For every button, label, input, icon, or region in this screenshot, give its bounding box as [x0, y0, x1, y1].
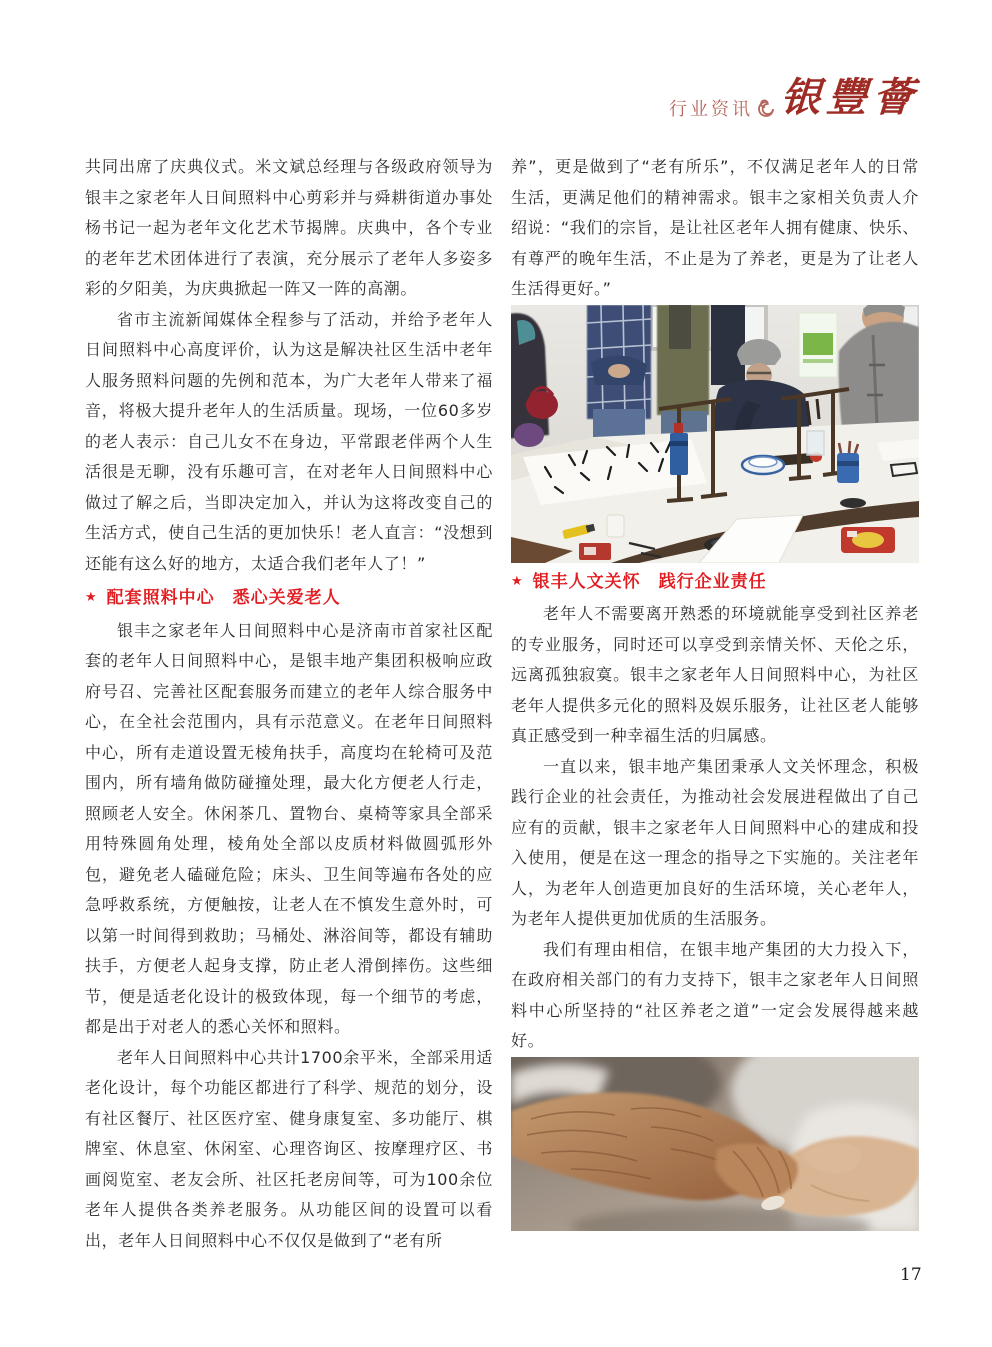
paragraph: 省市主流新闻媒体全程参与了活动，并给予老年人日间照料中心高度评价，认为这是解决社区生活中老年人服务照料问题的先例和范本，为广大老年人带来了福音，将极大提升老年人的生活质量。现场，一位60多岁的老人表示：自己儿女不在身边，平常跟老伴两个人生活很是无聊，没有乐趣可言，在对老年人日间照料中心做过了解之后，当即决定加入，并认为这将改变自己的生活方式，使自己生活的更加快乐！老人直言：“没想到还能有这么好的地方，太适合我们老年人了！” [85, 309, 493, 573]
section-heading-humanistic-care [511, 567, 919, 598]
paragraph: 老年人不需要离开熟悉的环境就能享受到社区养老的专业服务，同时还可以享受到亲情关怀、天伦之乐，远离孤独寂寞。银丰之家老年人日间照料中心，为社区老年人提供多元化的照料及娱乐服务，让社区老人能够真正感受到一种幸福生活的归属感。 [511, 604, 919, 745]
section-heading-text: 银丰人文关怀 践行企业责任 [532, 571, 767, 592]
section-heading-care-center [85, 583, 493, 614]
section-label: 行业资讯 [669, 99, 753, 120]
section-heading-text: 配套照料中心 悉心关爱老人 [106, 588, 341, 608]
paragraph: 一直以来，银丰地产集团秉承人文关怀理念，积极践行企业的社会责任，为推动社会发展进程做出了自己应有的贡献，银丰之家老年人日间照料中心的建成和投入使用，便是在这一理念的指导之下实施的。关注老年人，为老年人创造更加良好的生活环境，关心老年人，为老年人提供更加优质的生活服务。 [511, 756, 919, 928]
paragraph: 养”，更是做到了“老有所乐”，不仅满足老年人的日常生活，更满足他们的精神需求。银丰之家相关负责人介绍说：“我们的宗旨，是让社区老年人拥有健康、快乐、有尊严的晚年生活，不止是为了养老，更是为了让老人生活得更好。” [511, 157, 919, 298]
left-column [85, 152, 493, 1256]
star-icon: ★ [85, 590, 98, 605]
paragraph: 共同出席了庆典仪式。米文斌总经理与各级政府领导为银丰之家老年人日间照料中心剪彩并与舜耕街道办事处杨书记一起为老年文化艺术节揭牌。庆典中，各个专业的老年艺术团体进行了表演，充分展示了老年人多姿多彩的夕阳美，为庆典掀起一阵又一阵的高潮。 [85, 157, 493, 298]
photo-holding-hands [511, 1057, 919, 1231]
page-number: 17 [900, 1265, 922, 1285]
paragraph: 银丰之家老年人日间照料中心是济南市首家社区配套的老年人日间照料中心，是银丰地产集团积极响应政府号召、完善社区配套服务而建立的老年人综合服务中心，在全社会范围内，具有示范意义。在老年日间照料中心，所有走道设置无棱角扶手，高度均在轮椅可及范围内，所有墙角做防碰撞处理，最大化方便老人行走，照顾老人安全。休闲茶几、置物台、桌椅等家具全部采用特殊圆角处理，棱角处全部以皮质材料做圆弧形外包，避免老人磕碰危险；床头、卫生间等遍布各处的应急呼救系统，方便触按，让老人在不慎发生意外时，可以第一时间得到救助；马桶处、淋浴间等，都设有辅助扶手，方便老人起身支撑，防止老人滑倒摔伤。这些细节，便是适老化设计的极致体现，每一个细节的考虑，都是出于对老人的悉心关怀和照料。 [85, 620, 493, 1036]
paragraph: 我们有理由相信，在银丰地产集团的大力投入下，在政府相关部门的有力支持下，银丰之家老年人日间照料中心所坚持的“社区养老之道”一定会发展得越来越好。 [511, 939, 919, 1050]
magazine-logo: 银豐薈 [779, 74, 921, 121]
paragraph: 老年人日间照料中心共计1700余平米，全部采用适老化设计，每个功能区都进行了科学、规范的划分，设有社区餐厅、社区医疗室、健身康复室、多功能厅、棋牌室、休息室、休闲室、心理咨询区、按摩理疗区、书画阅览室、老友会所、社区托老房间等，可为100余位老年人提供各类养老服务。从功能区间的设置可以看出，老年人日间照料中心不仅仅是做到了“老有所 [85, 1047, 493, 1250]
swirl-icon [756, 99, 776, 119]
star-icon: ★ [511, 573, 524, 589]
right-column [511, 152, 919, 1231]
photo-calligraphy-event [511, 305, 919, 563]
